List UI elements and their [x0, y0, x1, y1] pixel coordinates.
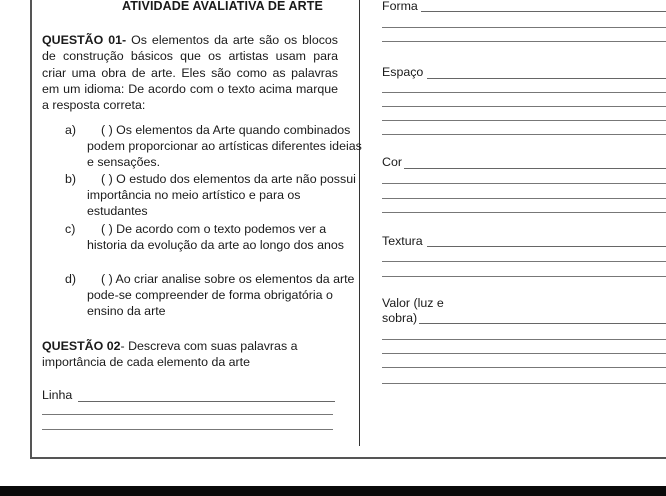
- answer-line-valor[interactable]: [419, 323, 666, 324]
- answer-line[interactable]: [382, 276, 666, 277]
- answer-line-espaco[interactable]: [427, 78, 666, 79]
- answer-line[interactable]: [382, 212, 666, 213]
- page-title: ATIVIDADE AVALIATIVA DE ARTE: [122, 0, 323, 13]
- label-textura: Textura: [382, 234, 423, 248]
- answer-line[interactable]: [382, 134, 666, 135]
- option-letter: b): [65, 172, 77, 186]
- answer-line-textura[interactable]: [427, 246, 666, 247]
- answer-line-forma[interactable]: [421, 11, 666, 12]
- bottom-black-bar: [0, 486, 666, 496]
- answer-line[interactable]: [382, 183, 666, 184]
- question-2-text: - Descreva com suas palavras a importância de cada elemento da arte: [42, 339, 298, 369]
- option-text: ( ) O estudo dos elementos da arte não possui importância no meio artístico e para os estudantes: [87, 172, 356, 218]
- answer-line[interactable]: [382, 198, 666, 199]
- option-letter: a): [65, 123, 77, 137]
- answer-line[interactable]: [42, 414, 333, 415]
- label-valor-line2: sobra): [382, 311, 418, 325]
- answer-line[interactable]: [382, 106, 666, 107]
- answer-line[interactable]: [382, 41, 666, 42]
- question-2: [42, 338, 338, 370]
- page-frame-bottom: [30, 457, 666, 459]
- answer-line[interactable]: [382, 261, 666, 262]
- label-valor: Valor (luz e: [382, 296, 444, 310]
- page-frame-left: [30, 0, 32, 458]
- answer-line[interactable]: [382, 353, 666, 354]
- answer-line[interactable]: [382, 339, 666, 340]
- answer-line[interactable]: [382, 92, 666, 93]
- answer-line[interactable]: [382, 367, 666, 368]
- label-cor: Cor: [382, 155, 402, 169]
- option-text: ( ) De acordo com o texto podemos ver a historia da evolução da arte ao longo dos anos: [87, 222, 344, 252]
- question-1: [42, 32, 338, 113]
- option-letter: d): [65, 272, 77, 286]
- answer-line[interactable]: [382, 383, 666, 384]
- answer-line[interactable]: [382, 27, 666, 28]
- question-2-heading: QUESTÃO 02: [42, 339, 121, 353]
- label-linha: Linha: [42, 388, 73, 402]
- answer-line[interactable]: [382, 120, 666, 121]
- answer-line[interactable]: [42, 429, 333, 430]
- question-1-text: Os elementos da arte são os blocos de construção básicos que os artistas usam para criar uma obra de arte. Eles são como as palavras em um idioma: De acordo com o texto acima marque a resposta correta:: [42, 33, 338, 113]
- answer-line-cor[interactable]: [404, 168, 666, 169]
- option-text: ( ) Os elementos da Arte quando combinados podem proporcionar ao artísticas diferentes ideias e sensações.: [87, 123, 362, 169]
- question-1-heading: QUESTÃO 01-: [42, 33, 127, 47]
- option-text: ( ) Ao criar analise sobre os elementos da arte pode-se compreender de forma obrigatória o ensino da arte: [87, 272, 355, 318]
- answer-line-linha[interactable]: [78, 401, 335, 402]
- label-espaco: Espaço: [382, 65, 424, 79]
- label-forma: Forma: [382, 0, 418, 13]
- option-letter: c): [65, 222, 76, 236]
